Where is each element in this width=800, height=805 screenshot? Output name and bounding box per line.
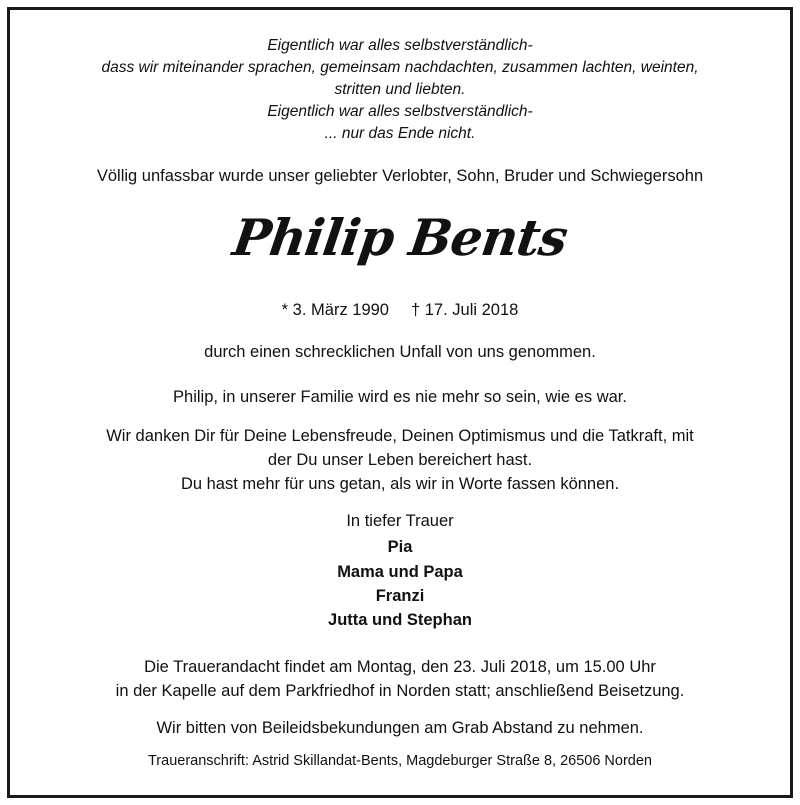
poem-line-2: dass wir miteinander sprachen, gemeinsam nachdachten, zusammen lachten, weinten, <box>101 59 699 76</box>
poem-line-1: Eigentlich war alles selbstverständlich- <box>267 37 533 54</box>
cause-text: durch einen schrecklichen Unfall von uns genommen. <box>204 343 596 361</box>
deceased-name: Philip Bents <box>229 208 571 267</box>
mourner-1: Pia <box>387 538 413 556</box>
death-date: † 17. Juli 2018 <box>410 301 519 319</box>
intro-text: Völlig unfassbar wurde unser geliebter Verlobter, Sohn, Bruder und Schwiegersohn <box>96 167 704 185</box>
poem-line-5: ... nur das Ende nicht. <box>324 125 476 142</box>
birth-date: * 3. März 1990 <box>281 301 389 319</box>
life-dates <box>0 301 800 320</box>
mourner-3: Franzi <box>375 587 425 605</box>
service-line-2: in der Kapelle auf dem Parkfriedhof in Norden statt; anschließend Beisetzung. <box>115 682 685 700</box>
poem-line-4: Eigentlich war alles selbstverständlich- <box>267 103 533 120</box>
family-text: Philip, in unserer Familie wird es nie mehr so sein, wie es war. <box>173 388 627 406</box>
service-line-1: Die Trauerandacht findet am Montag, den 23. Juli 2018, um 15.00 Uhr <box>144 658 656 676</box>
poem-line-3: stritten und liebten. <box>334 81 466 98</box>
thanks-line-3: Du hast mehr für uns getan, als wir in Worte fassen können. <box>180 475 620 493</box>
mourning-label: In tiefer Trauer <box>346 512 454 530</box>
address-text: Traueranschrift: Astrid Skillandat-Bents, Magdeburger Straße 8, 26506 Norden <box>147 753 652 769</box>
mourner-4: Jutta und Stephan <box>328 611 472 629</box>
mourner-2: Mama und Papa <box>337 563 463 581</box>
thanks-line-1: Wir danken Dir für Deine Lebensfreude, Deinen Optimismus und die Tatkraft, mit <box>106 427 694 445</box>
thanks-line-2: der Du unser Leben bereichert hast. <box>267 451 533 469</box>
request-text: Wir bitten von Beileidsbekundungen am Grab Abstand zu nehmen. <box>156 719 644 737</box>
